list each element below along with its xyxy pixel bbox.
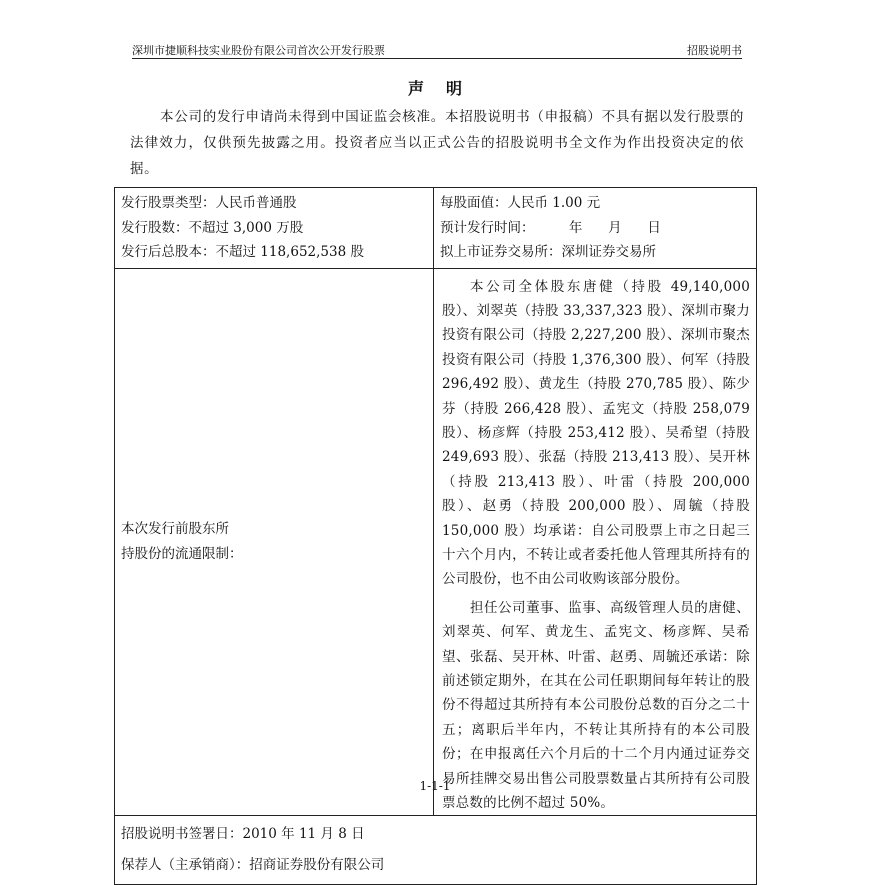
restriction-label-line2: 持股份的流通限制：: [121, 545, 243, 562]
share-count: 发行股数：不超过 3,000 万股: [121, 219, 304, 236]
basic-info-row: [115, 188, 757, 269]
total-shares: 发行后总股本：不超过 118,652,538 股: [121, 244, 364, 260]
declaration-paragraph: 本公司的发行申请尚未得到中国证监会核准。本招股说明书（申报稿）不具有据以发行股票的法律效力，仅供预先披露之用。投资者应当以正式公告的招股说明书全文作为作出投资决定的依据。: [130, 109, 744, 177]
expected-issue-date: 预计发行时间： 年 月 日: [440, 219, 661, 236]
basic-info-left-cell: [115, 188, 434, 269]
signing-date: 招股说明书签署日：2010 年 11 月 8 日: [121, 826, 365, 843]
sponsor: 保荐人（主承销商）：招商证券股份有限公司: [121, 857, 385, 874]
stock-type: 发行股票类型：人民币普通股: [121, 195, 297, 211]
restriction-row: [115, 268, 757, 816]
restriction-paragraph-1: 本公司全体股东唐健（持股 49,140,000 股）、刘翠英（持股 33,337,323 股）、深圳市聚力投资有限公司（持股 2,227,200 股）、深圳市聚杰投资有限公司（持股 1,376,300 股）、何军（持股 296,492 股）、黄龙生（持股 270,785 股）、陈少芬（持股 266,428 股）、孟宪文（持股 258,079 股）、杨彦辉（持股 253,412 股）、吴希望（持股 249,693 股）、张磊（持股 213,413 股）、吴开林（持股 213,413 股）、叶雷（持股 200,000 股）、赵勇（持股 200,000 股）、周毓（持股 150,000 股）均承诺：自公司股票上市之日起三十六个月内，不转让或者委托他人管理其所持有的公司股份，也不由公司收购该部分股份。: [442, 278, 750, 588]
header-company-title: 深圳市捷顺科技实业股份有限公司首次公开发行股票: [132, 44, 385, 57]
basic-info-right-cell: [434, 188, 757, 269]
listing-exchange: 拟上市证券交易所：深圳证券交易所: [440, 244, 656, 260]
footer-info-row: [115, 816, 757, 885]
restriction-text-cell: [434, 268, 757, 816]
page-header: [132, 40, 742, 59]
restriction-label-line1: 本次发行前股东所: [121, 520, 229, 537]
restriction-label-cell: [115, 268, 434, 816]
par-value: 每股面值：人民币 1.00 元: [440, 195, 601, 211]
footer-info-cell: [115, 816, 757, 885]
page-number: 1-1-1: [419, 779, 451, 793]
header-doc-type: 招股说明书: [687, 44, 742, 57]
page-title: 声明: [407, 79, 484, 98]
restriction-paragraph-2: 担任公司董事、监事、高级管理人员的唐健、刘翠英、何军、黄龙生、孟宪文、杨彦辉、吴希望、张磊、吴开林、叶雷、赵勇、周毓还承诺：除前述锁定期外，在其在公司任职期间每年转让的股份不得超过其所持有本公司股份总数的百分之二十五；离职后半年内，不转让其所持有的本公司股份；在申报离任六个月后的十二个月内通过证券交易所挂牌交易出售公司股票数量占其所持有公司股票总数的比例不超过 50%。: [442, 599, 750, 812]
